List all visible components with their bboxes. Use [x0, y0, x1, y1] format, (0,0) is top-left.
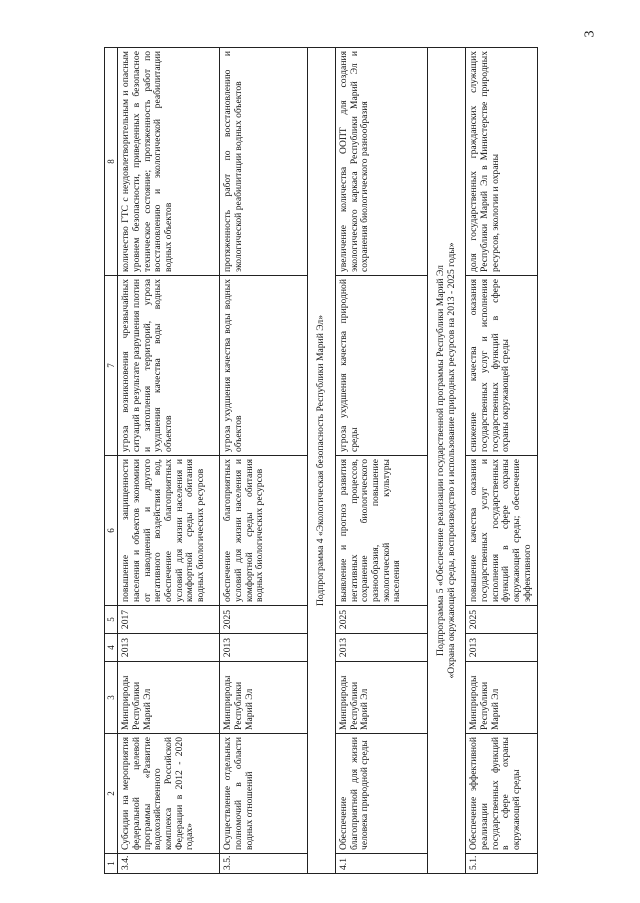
activity-name: Обеспечение благоприятной для жизни человека природной среды	[335, 734, 427, 854]
table-row	[220, 48, 308, 874]
risk-consequence: угроза возникновения чрезвычайных ситуаций в результате разрушения плотин и затопления территорий, угроза ухудшения качества воды водных объектов	[118, 276, 220, 456]
expected-result: выявление и прогноз развития негативных процессов, сохранение биологического разнообразия, повышение экологической культуры населения	[335, 456, 427, 606]
table-row	[335, 48, 427, 874]
executor: Минприроды Республики Марий Эл	[220, 662, 308, 734]
end-year: 2025	[335, 606, 427, 634]
subprogram-row	[308, 48, 336, 874]
risk-consequence: снижение качества оказания государственных услуг и исполнения государственных функций в сфере охраны окружающей среды	[466, 276, 537, 456]
start-year: 2013	[335, 634, 427, 662]
row-number: 4.1	[335, 854, 427, 874]
column-number: 3	[105, 662, 118, 734]
program-table-sheet	[104, 48, 542, 874]
column-number-row	[105, 48, 118, 874]
page-number: 3	[582, 30, 598, 38]
column-number: 2	[105, 734, 118, 854]
subprogram-5-line-1: Подпрограмма 5 «Обеспечение реализации государственной программы Республики Марий Эл	[434, 265, 446, 656]
subprogram-4-title: Подпрограмма 4 «Экологическая безопасность Республики Марий Эл»	[308, 48, 336, 874]
end-year: 2017	[118, 606, 220, 634]
column-number: 1	[105, 854, 118, 874]
subprogram-5-title	[427, 48, 465, 874]
row-number: 3.4.	[118, 854, 220, 874]
end-year: 2025	[220, 606, 308, 634]
indicator-link: доля государственных гражданских служащих Республики Марий Эл в Министерстве природных ресурсов, экологии и охраны	[466, 48, 537, 276]
expected-result: обеспечение благоприятных условий для жизни населения и комфортной среды обитания водных биологических ресурсов	[220, 456, 308, 606]
expected-result: повышение защищенности населения и объектов экономики от наводнений и другого негативного воздействия вод, обеспечение благоприятных условий для жизни населения и комфортной среды обитания водных биологических ресурсов	[118, 456, 220, 606]
column-number: 5	[105, 606, 118, 634]
executor: Минприроды Республики Марий Эл	[466, 662, 537, 734]
row-number: 3.5.	[220, 854, 308, 874]
start-year: 2013	[466, 634, 537, 662]
indicator-link: протяженность работ по восстановлению и экологической реабилитации водных объектов	[220, 48, 308, 276]
table-row	[118, 48, 220, 874]
risk-consequence: угроза ухудшения качества природной среды	[335, 276, 427, 456]
executor: Минприроды Республики Марий Эл	[118, 662, 220, 734]
subprogram-row	[427, 48, 465, 874]
row-number: 5.1.	[466, 854, 537, 874]
start-year: 2013	[118, 634, 220, 662]
end-year: 2025	[466, 606, 537, 634]
column-number: 8	[105, 48, 118, 276]
indicator-link: увеличение количества ООПТ для создания экологического каркаса Республики Марий Эл и сохранения биологического разнообразия	[335, 48, 427, 276]
indicator-link: количество ГТС с неудовлетворительным и опасным уровнем безопасности, приведенных в безопасное техническое состояние; протяженность работ по восстановлению и экологической реабилитации водных объектов	[118, 48, 220, 276]
column-number: 4	[105, 634, 118, 662]
column-number: 7	[105, 276, 118, 456]
program-activities-table	[104, 47, 538, 874]
activity-name: Осуществление отдельных полномочий в области водных отношений	[220, 734, 308, 854]
subprogram-5-line-2: «Охрана окружающей среды, воспроизводство и использование природных ресурсов на 2013 - 2025 годы»	[445, 242, 457, 679]
executor: Минприроды Республики Марий Эл	[335, 662, 427, 734]
table-row	[466, 48, 537, 874]
activity-name: Обеспечение эффективной реализации государственных функций в сфере охраны окружающей среды	[466, 734, 537, 854]
column-number: 6	[105, 456, 118, 606]
risk-consequence: угроза ухудшения качества воды водных объектов	[220, 276, 308, 456]
activity-name: Субсидии на мероприятия федеральной целевой программы «Развитие водохозяйственного комплекса Российской Федерации в 2012 - 2020 годах»	[118, 734, 220, 854]
expected-result: повышение качества оказания государственных услуг и исполнения государственных функций в сфере охраны окружающей среды; обеспечение эффективного	[466, 456, 537, 606]
start-year: 2013	[220, 634, 308, 662]
